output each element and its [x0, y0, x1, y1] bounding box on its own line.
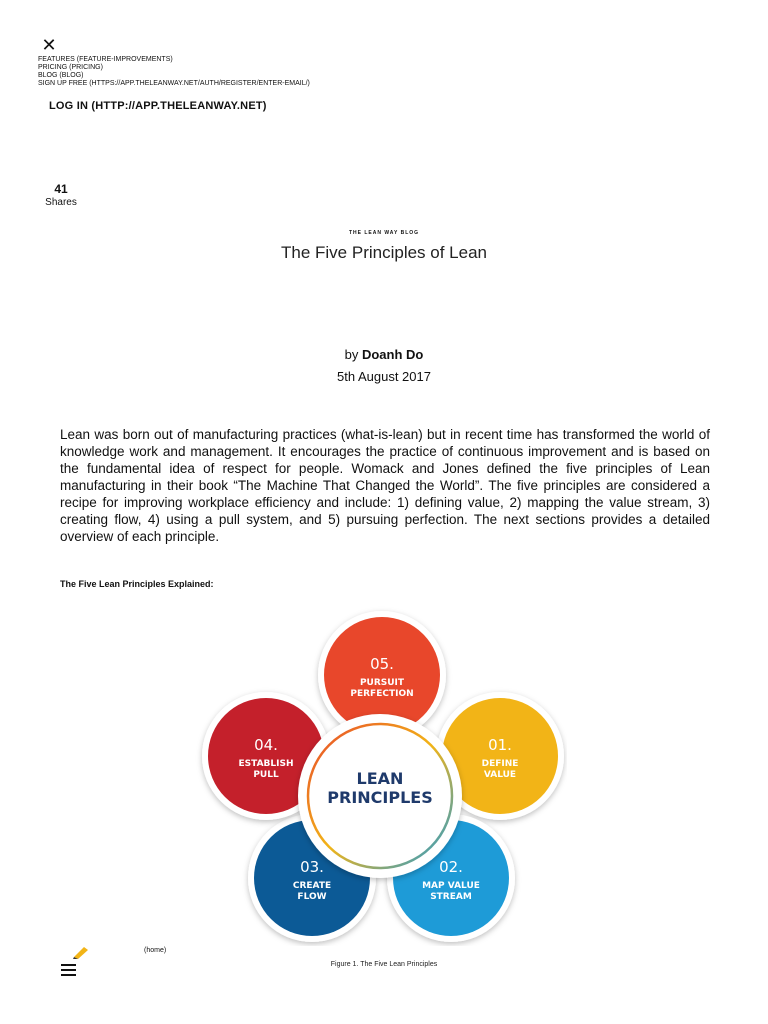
page-title: The Five Principles of Lean — [281, 243, 487, 262]
petal-number: 03. — [300, 858, 324, 876]
close-icon[interactable]: ✕ — [41, 35, 57, 55]
login-link[interactable]: LOG IN (HTTP://APP.THELEANWAY.NET) — [49, 100, 267, 112]
center-label-line1: LEAN — [356, 769, 404, 788]
hamburger-menu-icon[interactable] — [61, 964, 76, 976]
nav-menu — [38, 56, 310, 88]
petal-label-line1: CREATE — [292, 881, 332, 891]
author-name: Doanh Do — [361, 347, 424, 362]
petal-label-line2: STREAM — [430, 892, 472, 902]
share-count: 41 — [54, 182, 68, 196]
nav-link-pricing[interactable]: PRICING (PRICING) — [38, 64, 103, 71]
petal-number: 04. — [254, 736, 278, 754]
lean-principles-diagram — [195, 606, 567, 946]
byline — [0, 347, 768, 362]
petal-label-line2: PERFECTION — [350, 689, 414, 699]
section-subhead: The Five Lean Principles Explained: — [60, 579, 214, 589]
blog-label: THE LEAN WAY BLOG — [348, 230, 420, 236]
figure-caption: Figure 1. The Five Lean Principles — [330, 961, 438, 968]
center-circle — [298, 714, 462, 878]
petal-label-line1: MAP VALUE — [422, 881, 480, 891]
petal-label-line2: VALUE — [483, 770, 517, 780]
share-counter[interactable] — [40, 182, 82, 208]
publish-date: 5th August 2017 — [337, 369, 431, 384]
home-link[interactable]: (home) — [144, 947, 167, 954]
petal-label-line1: DEFINE — [481, 759, 519, 769]
petal-label-line2: FLOW — [297, 892, 327, 902]
petal-label-line2: PULL — [253, 770, 279, 780]
nav-link-blog[interactable]: BLOG (BLOG) — [38, 72, 84, 79]
pencil-icon[interactable] — [72, 945, 90, 959]
petal-label-line1: ESTABLISH — [238, 759, 294, 769]
petal-number: 05. — [370, 655, 394, 673]
petal-number: 02. — [439, 858, 463, 876]
petal-label-line1: PURSUIT — [359, 678, 405, 688]
nav-link-features[interactable]: FEATURES (FEATURE-IMPROVEMENTS) — [38, 56, 173, 63]
intro-paragraph: Lean was born out of manufacturing practices (what-is-lean) but in recent time has transformed the world of knowledge work and management. It encourages the practice of continuous improvement and is based on the fundamental idea of respect for people. Womack and Jones defined the five principles of Lean manufacturing in their book “The Machine That Changed the World”. The five principles are considered a recipe for improving workplace efficiency and include: 1) defining value, 2) mapping the value stream, 3) creating flow, 4) using a pull system, and 5) pursuing perfection. The next sections provides a detailed overview of each principle. — [60, 427, 710, 544]
petal-number: 01. — [488, 736, 512, 754]
share-label: Shares — [45, 197, 77, 208]
nav-link-signup[interactable]: SIGN UP FREE (HTTPS://APP.THELEANWAY.NET/AUTH/REGISTER/ENTER-EMAIL/) — [38, 80, 310, 87]
center-label-line2: PRINCIPLES — [327, 788, 433, 807]
byline-prefix: by — [344, 347, 362, 362]
